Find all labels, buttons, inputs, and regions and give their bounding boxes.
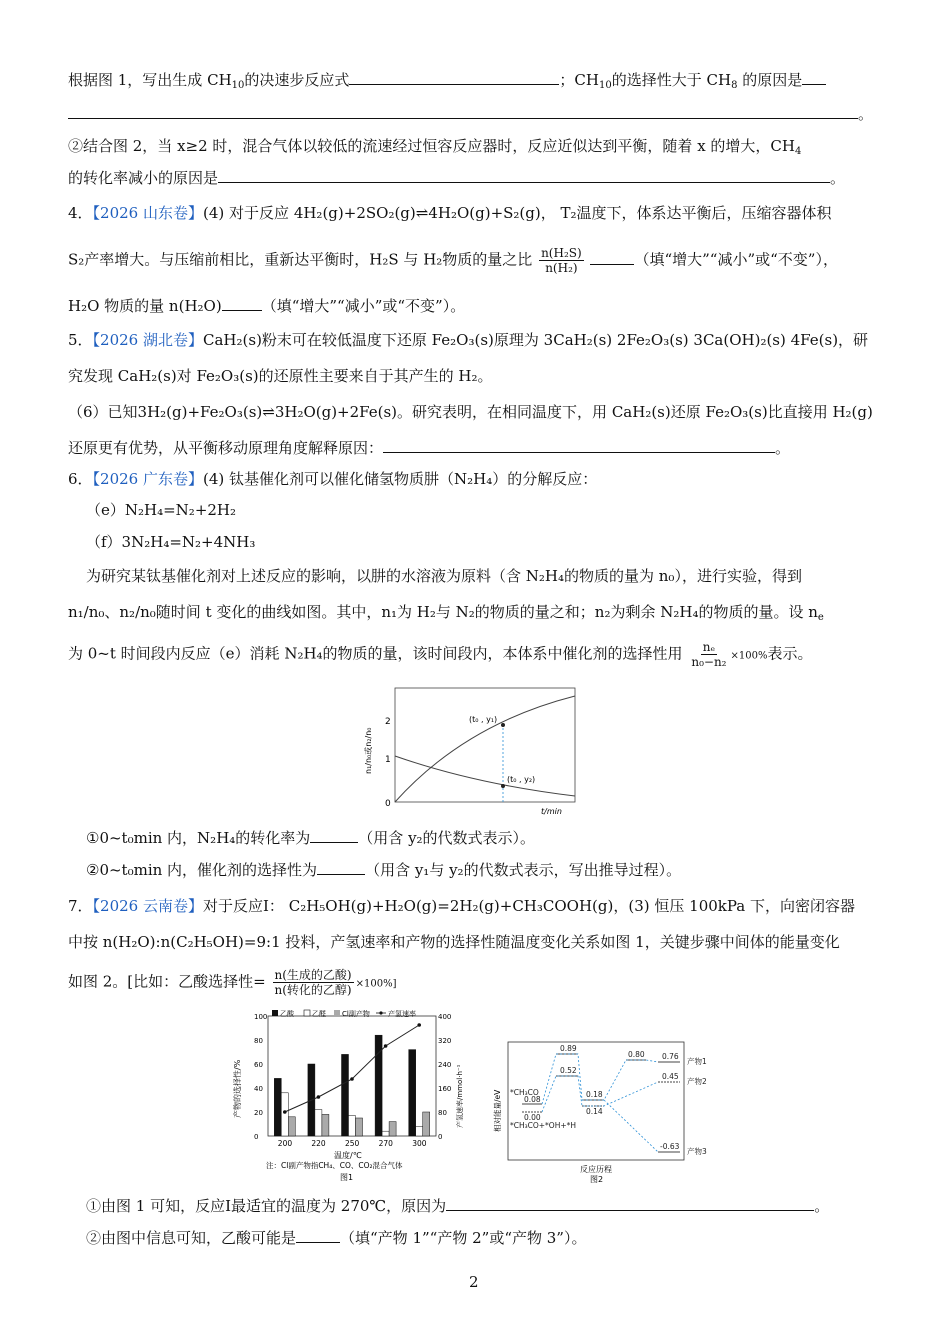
ytick-0: 0 [385, 799, 391, 809]
bar-Cl副产物-250 [356, 1118, 363, 1136]
page-number: 2 [469, 1273, 479, 1291]
series-h2-rate-line [285, 1025, 419, 1112]
ytick-2: 2 [385, 717, 391, 727]
bar-Cl副产物-300 [423, 1112, 430, 1136]
xtick-300: 300 [412, 1139, 427, 1148]
fig1-note: 注：Cl副产物指CH₄、CO、CO₂混合气体 [266, 1161, 403, 1170]
legend-acetic-acid: 乙酸 [280, 1010, 294, 1018]
fig1-legend [272, 1009, 416, 1018]
y2tick-160: 160 [438, 1085, 452, 1093]
ytick-20: 20 [254, 1109, 263, 1117]
q5-line1: 5．【2026 湖北卷】CaH₂(s)粉末可在较低温度下还原 Fe₂O₃(s)原理为 3CaH₂(s) 2Fe₂O₃(s) 3Ca(OH)₂(s) 4Fe(s)，研 [68, 331, 869, 349]
q6-reaction-f: （f）3N₂H₄=N₂+4NH₃ [86, 533, 256, 551]
rate-point-270 [384, 1044, 388, 1048]
q7-figure2-chart [490, 1012, 720, 1184]
plot-frame [395, 688, 575, 802]
bar-乙醛-200 [281, 1093, 288, 1136]
q6-reaction-e: （e）N₂H₄=N₂+2H₂ [86, 501, 237, 519]
fig2-y-axis-label: 相对能量/eV [493, 1089, 502, 1132]
label-product3: 产物3 [687, 1147, 707, 1156]
label-0.80: 0.80 [628, 1050, 645, 1059]
xtick-220: 220 [311, 1139, 326, 1148]
q6-para2: n₁/n₀、n₂/n₀随时间 t 变化的曲线如图。其中，n₁为 H₂与 N₂的物质的量之和；n₂为剩余 N₂H₄的物质的量。设 $n_e$ [68, 603, 824, 623]
rate-point-300 [417, 1023, 421, 1027]
label-ch3co-oh-h: *CH₃CO+*OH+*H [510, 1121, 577, 1130]
q4-line2: S₂产率增大。与压缩前相比，重新达平衡时，H₂S 与 H₂物质的量之比 $\frac{\text{n(H₂S)}}{\text{n(H₂)}}$ （填“增大”“减小”或“不变”）， [68, 246, 838, 275]
label-0.14: 0.14 [586, 1107, 603, 1116]
bar-乙醛-270 [382, 1131, 389, 1136]
q6-para1: 为研究某钛基催化剂对上述反应的影响，以肼的水溶液为原料（含 N₂H₄的物质的量为 n₀），进行实验，得到 [86, 567, 802, 585]
bar-乙醛-300 [416, 1126, 423, 1136]
label-0.76: 0.76 [662, 1052, 679, 1061]
q7-line2: 中按 n(H₂O):n(C₂H₅OH)=9:1 投料，产氢速率和产物的选择性随温度变化关系如图 1，关键步骤中间体的能量变化 [68, 933, 840, 951]
xtick-200: 200 [277, 1139, 293, 1148]
q5-line2: 究发现 CaH₂(s)对 Fe₂O₃(s)的还原性主要来自于其产生的 H₂。 [68, 367, 493, 385]
q4-line1: 4．【2026 山东卷】(4) 对于反应 4H₂(g)+2SO₂(g)⇌4H₂O(g)+S₂(g)， T₂温度下，体系达平衡后，压缩容器体积 [68, 204, 832, 222]
q3-line4: 的转化率减小的原因是 。 [68, 169, 846, 187]
ytick-1: 1 [385, 755, 391, 765]
bar-乙酸-250 [342, 1054, 349, 1136]
q5-line3: （6）已知3H₂(g)+Fe₂O₃(s)⇌3H₂O(g)+2Fe(s)。研究表明，在相同温度下，用 CaH₂(s)还原 Fe₂O₃(s)比直接用 H₂(g) [68, 403, 873, 421]
bar-Cl副产物-270 [389, 1122, 396, 1136]
bar-Cl副产物-220 [322, 1114, 329, 1136]
q3-line2: 。 [68, 104, 873, 124]
q3-line1: 根据图 1，写出生成 $CH_{10}$的决速步反应式 ；$CH_{10}$的选择性大于 $CH_8$ 的原因是 [68, 70, 826, 96]
q7-line1: 7．【2026 云南卷】对于反应Ⅰ： C₂H₅OH(g)+H₂O(g)=2H₂(g)+CH₃COOH(g)，(3) 恒压 100kPa 下，向密闭容器 [68, 897, 856, 915]
q7-sub2: ②由图中信息可知，乙酸可能是 （填“产物 1”“产物 2”或“产物 3”）。 [86, 1229, 587, 1247]
q6-line1: 6．【2026 广东卷】(4) 钛基催化剂可以催化储氢物质肼（N₂H₄）的分解反应： [68, 470, 598, 488]
q7-figure1-chart [230, 1008, 470, 1184]
bar-Cl副产物-200 [288, 1117, 295, 1136]
q4-line3: H₂O 物质的量 n(H₂O) （填“增大”“减小”或“不变”）。 [68, 297, 466, 315]
ytick-60: 60 [254, 1061, 263, 1069]
bar-乙醛-220 [315, 1110, 322, 1136]
pathway-3 [604, 1100, 658, 1152]
point-t0-y2 [501, 784, 505, 788]
ytick-0: 0 [254, 1133, 259, 1141]
label-0.08: 0.08 [524, 1095, 541, 1104]
ytick-40: 40 [254, 1085, 263, 1093]
y2tick-0: 0 [438, 1133, 443, 1141]
bar-乙酸-300 [409, 1050, 416, 1136]
q6-sub1: ①0~t₀min 内，N₂H₄的转化率为 （用含 y₂的代数式表示）。 [86, 829, 536, 847]
q6-para3: 为 0~t 时间段内反应（e）消耗 N₂H₄的物质的量，该时间段内，本体系中催化剂的选择性用 $\frac{\text{nₑ}}{\text{n₀−n₂}}$ ×100%表示。 [68, 640, 813, 669]
y2tick-400: 400 [438, 1013, 452, 1021]
series-n1-curve [395, 696, 575, 802]
q3-line3: ②结合图 2，当 x≥2 时，混合气体以较低的流速经过恒容反应器时，反应近似达到平衡，随着 x 的增大，$CH_4$ [68, 137, 802, 157]
fig2-x-axis-label: 反应历程 [580, 1165, 612, 1174]
fig1-x-axis-label: 温度/℃ [334, 1151, 362, 1160]
q7-sub1: ①由图 1 可知，反应Ⅰ最适宜的温度为 270℃，原因为 。 [86, 1197, 830, 1215]
legend-h2-rate: 产氢速率 [388, 1010, 416, 1018]
label--0.63: -0.63 [660, 1142, 680, 1151]
q6-sub2: ②0~t₀min 内，催化剂的选择性为 （用含 y₁与 y₂的代数式表示，写出推导过程）。 [86, 861, 682, 879]
xtick-250: 250 [345, 1139, 360, 1148]
ytick-100: 100 [254, 1013, 268, 1021]
series-n2-curve [395, 756, 575, 796]
label-0.45: 0.45 [662, 1072, 679, 1081]
legend-c1-byproduct: Cl副产物 [342, 1010, 370, 1018]
fig2-caption: 图2 [590, 1175, 604, 1184]
bar-乙酸-200 [274, 1078, 281, 1136]
legend-acetaldehyde: 乙醛 [312, 1010, 326, 1018]
label-0.52: 0.52 [560, 1066, 577, 1075]
fig1-y2-axis-label: 产氢速率/mmol·h⁻¹ [456, 1064, 464, 1128]
x-axis-label: t/min [541, 807, 562, 816]
q7-line3: 如图 2。[比如：乙酸选择性= $\frac{\text{n(生成的乙酸)}}{\text{n(转化的乙醇)}}$ ×100%] [68, 968, 397, 997]
annotation-t0-y1: (t₀ , y₁) [469, 715, 498, 724]
label-ch3co: *CH₃CO [510, 1088, 539, 1097]
label-0.00: 0.00 [524, 1113, 541, 1122]
q6-curve-chart [355, 684, 585, 816]
xtick-270: 270 [378, 1139, 393, 1148]
fig1-caption: 图1 [340, 1173, 354, 1182]
rate-point-200 [283, 1110, 287, 1114]
point-t0-y1 [501, 723, 505, 727]
rate-point-220 [317, 1095, 321, 1099]
label-product1: 产物1 [687, 1057, 707, 1066]
annotation-t0-y2: (t₀ , y₂) [507, 775, 536, 784]
label-0.18: 0.18 [586, 1090, 603, 1099]
y-axis-label: n₁/n₀或n₂/n₀ [364, 727, 373, 774]
y2tick-240: 240 [438, 1061, 452, 1069]
y2tick-80: 80 [438, 1109, 447, 1117]
bar-乙醛-250 [349, 1116, 356, 1136]
fig1-y-axis-label: 产物的选择性/% [233, 1059, 242, 1118]
ytick-80: 80 [254, 1037, 263, 1045]
rate-point-250 [350, 1077, 354, 1081]
label-0.89: 0.89 [560, 1044, 577, 1053]
q5-line4: 还原更有优势，从平衡移动原理角度解释原因： 。 [68, 439, 791, 457]
y2tick-320: 320 [438, 1037, 452, 1045]
label-product2: 产物2 [687, 1077, 707, 1086]
